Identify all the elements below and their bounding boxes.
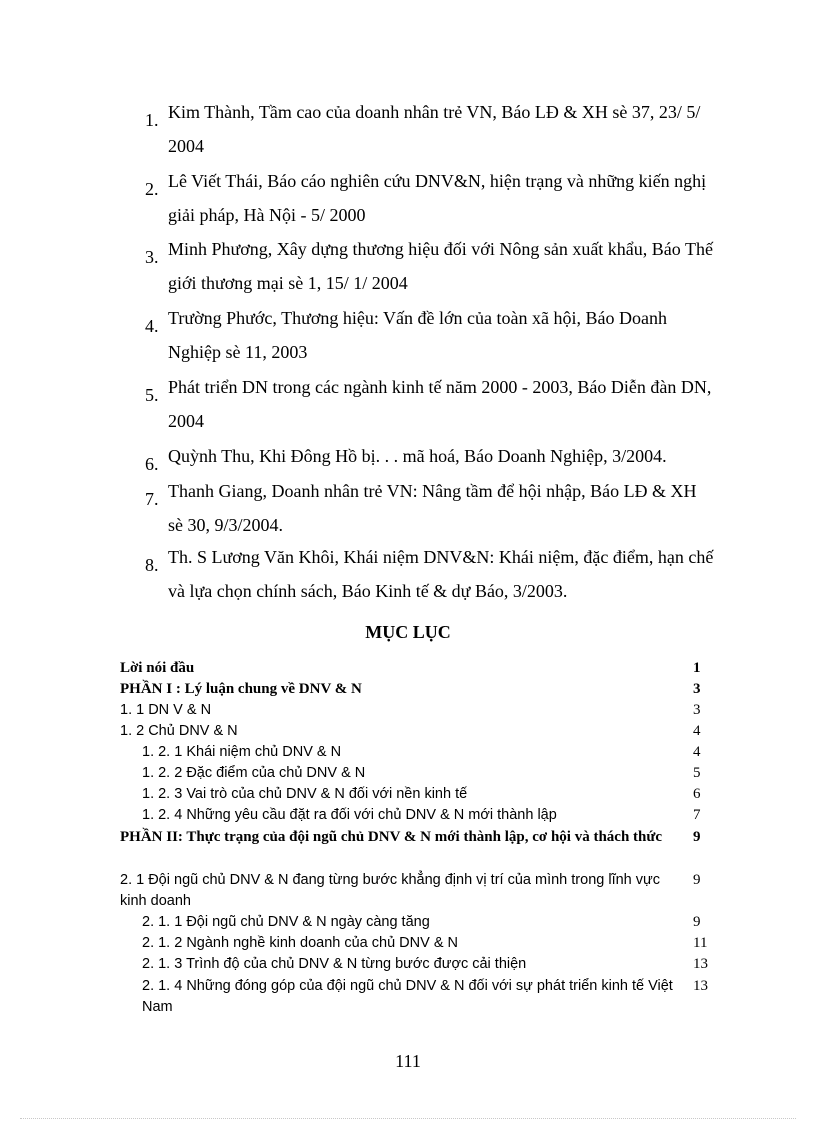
reference-number: 5. xyxy=(145,385,159,405)
toc-entry-page: 9 xyxy=(693,914,701,930)
reference-number: 6. xyxy=(145,454,159,474)
reference-text: Kim Thành, Tầm cao của doanh nhân trẻ VN, Báo LĐ & XH sè 37, 23/ 5/ xyxy=(168,102,701,122)
reference-text-cont: sè 30, 9/3/2004. xyxy=(168,515,283,535)
reference-text-cont: 2004 xyxy=(168,136,204,156)
reference-number: 7. xyxy=(145,489,159,509)
reference-text: Quỳnh Thu, Khi Đông Hồ bị. . . mã hoá, Báo Doanh Nghiệp, 3/2004. xyxy=(168,446,667,466)
toc-entry-text: 2. 1. 4 Những đóng góp của đội ngũ chủ DNV & N đối với sự phát triển kinh tế Việt Nam xyxy=(142,978,673,1015)
page-number: 111 xyxy=(395,1051,421,1071)
reference-text-cont: giải pháp, Hà Nội - 5/ 2000 xyxy=(168,205,366,225)
toc-entry-page: 4 xyxy=(693,744,701,760)
toc-entry-text: 2. 1 Đội ngũ chủ DNV & N đang từng bước khẳng định vị trí của mình trong lĩnh vực kinh doanh xyxy=(120,872,660,909)
toc-entry-text: 1. 2. 2 Đặc điểm của chủ DNV & N xyxy=(142,765,366,781)
toc-entry-page: 11 xyxy=(693,935,708,951)
toc-entry-page: 5 xyxy=(693,765,701,781)
reference-text: Trường Phước, Thương hiệu: Vấn đề lớn của toàn xã hội, Báo Doanh xyxy=(168,308,667,328)
page-bottom-divider xyxy=(20,1118,796,1119)
toc-entry-page: 3 xyxy=(693,681,701,697)
toc-title: MỤC LỤC xyxy=(365,622,451,642)
toc-entry-text: 1. 2. 3 Vai trò của chủ DNV & N đối với nền kinh tế xyxy=(142,786,468,802)
reference-text-cont: 2004 xyxy=(168,411,204,431)
toc-entry-text: 1. 2. 4 Những yêu cầu đặt ra đối với chủ DNV & N mới thành lập xyxy=(142,807,557,823)
reference-text: Thanh Giang, Doanh nhân trẻ VN: Nâng tầm để hội nhập, Báo LĐ & XH xyxy=(168,481,697,501)
reference-text-cont: giới thương mại sè 1, 15/ 1/ 2004 xyxy=(168,273,408,293)
toc-entry-text: 1. 2. 1 Khái niệm chủ DNV & N xyxy=(142,744,342,760)
reference-text-cont: Nghiệp sè 11, 2003 xyxy=(168,342,308,362)
toc-entry-page: 9 xyxy=(693,872,701,888)
reference-text: Phát triển DN trong các ngành kinh tế năm 2000 - 2003, Báo Diễn đàn DN, xyxy=(168,377,712,397)
toc-entry-page: 6 xyxy=(693,786,701,802)
toc-entry-page: 1 xyxy=(693,660,701,676)
toc-entry-text: PHẦN II: Thực trạng của đội ngũ chủ DNV & N mới thành lập, cơ hội và thách thức xyxy=(120,829,663,845)
toc-entry-text: 2. 1. 1 Đội ngũ chủ DNV & N ngày càng tăng xyxy=(142,914,430,930)
toc-entry-text: PHẦN I : Lý luận chung về DNV & N xyxy=(120,681,362,697)
toc-entry-text: 1. 1 DN V & N xyxy=(120,702,212,718)
toc-entry-text: 1. 2 Chủ DNV & N xyxy=(120,723,238,739)
toc-entry-text: 2. 1. 3 Trình độ của chủ DNV & N từng bước được cải thiện xyxy=(142,956,527,972)
toc-entry-page: 13 xyxy=(693,956,708,972)
reference-text-cont: và lựa chọn chính sách, Báo Kinh tế & dự Báo, 3/2003. xyxy=(168,581,568,601)
reference-number: 3. xyxy=(145,247,159,267)
toc-entry-page: 3 xyxy=(693,702,701,718)
reference-text: Minh Phương, Xây dựng thương hiệu đối với Nông sản xuất khẩu, Báo Thế xyxy=(168,239,713,259)
reference-number: 2. xyxy=(145,179,159,199)
reference-number: 4. xyxy=(145,316,159,336)
toc-entry-page: 9 xyxy=(693,829,701,845)
reference-text: Th. S Lương Văn Khôi, Khái niệm DNV&N: Khái niệm, đặc điểm, hạn chế xyxy=(168,547,714,567)
reference-number: 1. xyxy=(145,110,159,130)
toc-entry-text: 2. 1. 2 Ngành nghề kinh doanh của chủ DNV & N xyxy=(142,935,458,951)
toc-entry-page: 7 xyxy=(693,807,701,823)
reference-number: 8. xyxy=(145,555,159,575)
toc-entry-page: 13 xyxy=(693,978,708,994)
reference-text: Lê Viết Thái, Báo cáo nghiên cứu DNV&N, hiện trạng và những kiến nghị xyxy=(168,171,707,191)
toc-entry-text: Lời nói đầu xyxy=(120,660,195,676)
toc-entry-page: 4 xyxy=(693,723,701,739)
